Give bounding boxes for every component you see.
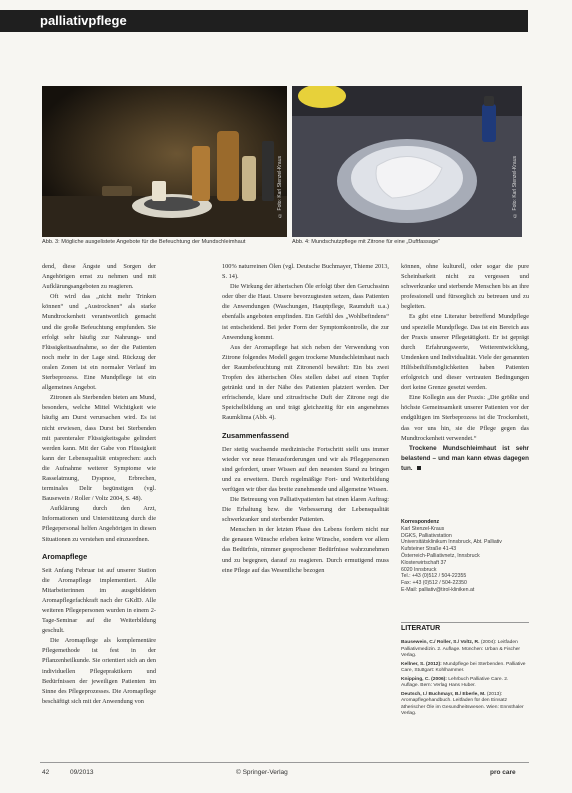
section-title: palliativpflege <box>40 13 127 28</box>
contact-line: Kufsteiner Straße 41-43 <box>401 546 457 553</box>
paragraph: Aufklärung durch den Arzt, Informationen und Unterstützung durch die Pflegepersonal helfen Angehörigen in diesen Situationen zu verstehen und einzuordnen. <box>42 505 156 543</box>
page-footer <box>0 767 572 781</box>
text-column-3 <box>401 262 529 474</box>
paragraph: Der stetig wachsende medizinische Fortschritt stellt uns immer wieder vor neue Herausforderungen und wir als Pflegepersonen sind gefordert, unser Wissen auf den neuesten Stand zu bringen und zu erweitern. Durch regelmäßige Fort- und Weiterbildung verfügen wir über das breite zunehmende und allgemeine Wissen. <box>222 445 389 493</box>
paragraph: Oft wird das „nicht mehr Trinken können“ und „Austrocknen“ als starke Mundtrockenheit verantwortlich gemacht und die große Befeuchtung empfunden. Sie erfolgt sehr häufig zur Nahrungs- und Flüssigkeitsaufnahme, so der die Patienten noch mehr in der Lage sind. Rückzug der oralen Zonen ist ein normaler Verlauf im Sterbeprozess. Eine Mundpflege ist ein allgemeines Angebot. <box>42 293 156 392</box>
paragraph: Menschen in der letzten Phase des Lebens fordern nicht nur die genauen Wünsche erleben keine Wünsche, sondern vor allem das Bedürfnis, nimmer gesprochener Bedürfnisse wahrzunehmen und zu begegnen, darauf zu reagieren. Durch ermutigend muss eine Pflege auf das Wesentliche bezogen <box>222 526 389 574</box>
paragraph: Die Betreuung von Palliativpatienten hat einen klaren Auftrag: Die Erhaltung bzw. die Verbesserung der Lebensqualität schwerkranker und sterbender Patienten. <box>222 495 389 524</box>
section-heading: Aromapflege <box>42 551 88 561</box>
photo-mouth-care-supplies-image <box>42 86 287 237</box>
journal-name: pro care <box>490 769 516 776</box>
paragraph: Aus der Aromapflege hat sich neben der Verwendung von Zitrone folgendes Modell gegen trockene Mundschleimhaut nach der Raumbefeuchtung mit Zitronenöl bewährt: Ein bis zwei Tropfen des ätherischen Öles stellen dabei auf einen Tupfer getränkt und in der Nähe des Patienten platziert werden. Der erfrischende, klare und zitrusfrische Duft der Zitrone regt die Speichelbildung an und trägt gleichzeitig für ein angenehmes Raumklima (Abb. 4). <box>222 343 389 422</box>
literature-entry <box>401 677 527 690</box>
photo-credit: © Foto: Karl Stenzel-Kraus <box>277 156 283 218</box>
paragraph: Eine Kollegin aus der Praxis: „Die größte und höchste Gemeinsamkeit unserer Patienten vor der endgültigen im Sterbeprozess ist die Trockenheit, das vor uns hin, sie die Pflege gegen das Mundtrockenheit verwendet.“ <box>401 394 529 442</box>
closing-text: Trockene Mundschleimhaut ist sehr belastend – und man kann etwas dagegen tun. <box>401 444 529 472</box>
figure-caption: Abb. 4: Mundschutzpflege mit Zitrone für eine „Duftfassage“ <box>292 239 440 245</box>
contact-line: Fax: +43 (0)512 / 504-22350 <box>401 580 467 587</box>
text-column-2 <box>222 262 389 576</box>
issue-date: 09/2013 <box>70 769 94 776</box>
contact-line: DGKS, Palliativstation <box>401 532 452 539</box>
publisher: © Springer-Verlag <box>236 769 288 776</box>
footer-divider <box>40 762 529 763</box>
closing-statement <box>401 444 529 474</box>
figure-caption: Abb. 3: Mögliche ausgelistete Angebote für die Befeuchtung der Mundschleimhaut <box>42 239 246 245</box>
paragraph: Es gibt eine Literatur betreffend Mundpflege und spezielle Mundpflege. Das ist ein Bereich aus der Praxis unserer Pflegetätigkeit. Er ist geprägt durch Erfahrungswerte, Weiterentwicklung, Umdenken und Individualität. Viele der genannten Hilfsbeihilfsmöglichkeiten haben Patienten erfolgreich und dieser vertrauten Bedingungen dort keine Grenze gesetzt werden. <box>401 313 529 392</box>
paragraph: können, ohne kulturell, oder sogar die pure Scheinbarkeit nicht zu vergessen und schwerkranke und sterbende Menschen bis an ihre professionell und fürsorglich zu betreuen und zu begleiten. <box>401 263 529 311</box>
literature-entry <box>401 692 527 718</box>
literature-list <box>401 640 527 720</box>
text-column-1 <box>42 262 156 707</box>
contact-line: 6020 Innsbruck <box>401 566 437 573</box>
literature-text: (2004): Leitfaden Palliativmedizin. 2. Auflage. München: Urban & Fischer Verlag. <box>401 640 521 658</box>
literature-authors: Deutsch, I./ Buchmayr, B./ Eberle, M. <box>401 691 486 697</box>
literature-entry <box>401 662 527 675</box>
end-mark-icon <box>417 466 421 470</box>
section-heading: Zusammenfassend <box>222 430 289 440</box>
contact-name: Karl Stenzel-Kraus <box>401 525 445 532</box>
paragraph: 100% naturreinen Ölen (vgl. Deutsche Buchmayer, Thieme 2013, S. 14). <box>222 263 389 281</box>
contact-line: Österreich-Palliativnetz, Innsbruck <box>401 552 480 559</box>
literature-text: Lehrbuch Palliative Care. 2. Auflage. Bern: Verlag Hans Huber. <box>401 676 509 688</box>
section-header-bar <box>0 10 528 32</box>
photo-credit: © Foto: Karl Stenzel-Kraus <box>512 156 518 218</box>
contact-line: Klosterwirtschaft 37 <box>401 559 447 566</box>
literature-text: Mundpflege bei Sterbenden. Palliative Care, Stuttgart: Kohlhammer. <box>401 661 526 673</box>
contact-line: Tel.: +43 (0)512 / 504-22355 <box>401 573 467 580</box>
paragraph: dend, diese Ängste und Sorgen der Angehörigen ernst zu nehmen und mit Aufklärungsangeboten zu reagieren. <box>42 263 156 291</box>
photo-lemon-plate-image <box>292 86 522 237</box>
literature-authors: Kellner, S. (2012): <box>401 661 442 667</box>
contact-label: Korrespondenz <box>401 519 440 525</box>
literature-heading: LITERATUR <box>401 622 529 632</box>
literature-entry <box>401 640 527 660</box>
contact-line: Universitätsklinikum Innsbruck, Abt. Palliativ <box>401 539 502 546</box>
contact-email[interactable]: E-Mail: palliativ@tirol-kliniken.at <box>401 586 475 593</box>
paragraph: Zitronen als Sterbenden bieten am Mund, besonders, welche Mittel Wichtigkeit wie häufig am Durst verursachen wird. Es ist nicht erwiesen, dass Durst bei Sterbenden mit parenteraler Flüssigkeitsgabe gelindert werden kann. Mit der Gabe von Flüssigkeit kann der Lebensqualität entsprechen: auch die Aufnahme weiterer Symptome wie Rasselatmung, Dyspnoe, Erbrechen, terminales Delir begünstigen (vgl. Bausewein / Roller / Voltz 2004, S. 48). <box>42 394 156 503</box>
literature-authors: Bausewein, C./ Roller, S./ Voltz, R. <box>401 640 480 645</box>
paragraph: Die Wirkung der ätherischen Öle erfolgt über den Geruchssinn oder über die Haut. Unsere bevorzugtesten setzen, dass Patienten die Anwendungen (Waschungen, Hauptpflege, Raumduft u.a.) ebenfalls angeboten empfinden. Ein Gefühl des „Wohlbefindens“ ist entscheidend. Bei jeder Form der Symptomkontrolle, die zur Anwendung kommt. <box>222 283 389 341</box>
paragraph: Die Aromapflege als komplementäre Pflegemethode ist fest in der Pflanzenheilkunde. Sie orientiert sich an den individuellen Pflegepraktikern und Bedürfnissen der jeweiligen Patienten im Sinne des Pflegeprozesses. Die Aromapflege beschäftigt sich mit der Anwendung von <box>42 637 156 705</box>
page-number: 42 <box>42 769 50 776</box>
figure-photo-lemon-plate <box>292 86 522 237</box>
literature-authors: Knipping, C. (2006): <box>401 676 447 682</box>
literature-text: (2013): Aromapflegehandbuch. Leitfaden für den Einsatz ätherischer Öle im Gesundheitswesen. Wien: Ennsthaler Verlag. <box>401 691 524 716</box>
author-contact-box <box>401 519 529 594</box>
figure-photo-mouth-care-supplies <box>42 86 287 237</box>
paragraph: Seit Anfang Februar ist auf unserer Station die Aromapflege implementiert. Alle Mitarbeiterinnen im ausgebildeten Aromapflegefachkraft nach der GKdD. Alle weiteren Pflegepersonen wurden in einem 2-Tage-Seminar auf die Weiterbildung geschult. <box>42 566 156 635</box>
